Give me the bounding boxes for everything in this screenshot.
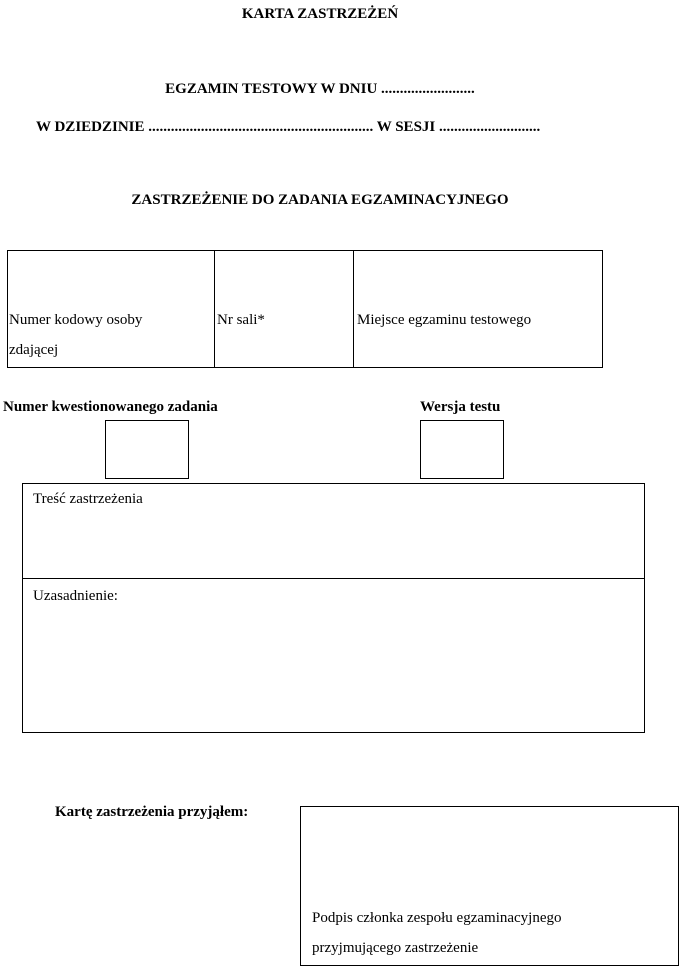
- code-label-line2: zdającej: [9, 342, 59, 358]
- room-label: Nr sali*: [217, 312, 265, 328]
- field-session-line: W DZIEDZINIE ............................................................ W SESJI ...........................: [36, 119, 541, 135]
- test-version-label: Wersja testu: [420, 399, 501, 415]
- code-label-line1: Numer kodowy osoby: [9, 312, 143, 328]
- justification-label: Uzasadnienie:: [33, 588, 118, 604]
- signature-label-line1: Podpis członka zespołu egzaminacyjnego: [312, 910, 562, 926]
- exam-date-line: EGZAMIN TESTOWY W DNIU .........................: [165, 81, 475, 97]
- test-version-field[interactable]: [420, 420, 504, 479]
- content-field[interactable]: [23, 484, 644, 578]
- exam-place-label: Miejsce egzaminu testowego: [357, 312, 532, 328]
- document-title: KARTA ZASTRZEŻEŃ: [241, 6, 399, 22]
- section-title: ZASTRZEŻENIE DO ZADANIA EGZAMINACYJNEGO: [131, 192, 509, 208]
- justification-field[interactable]: [23, 579, 644, 732]
- content-label: Treść zastrzeżenia: [33, 491, 143, 507]
- accepted-label: Kartę zastrzeżenia przyjąłem:: [55, 804, 249, 820]
- signature-label-line2: przyjmującego zastrzeżenie: [312, 940, 479, 956]
- question-number-field[interactable]: [105, 420, 189, 479]
- question-number-label: Numer kwestionowanego zadania: [3, 399, 218, 415]
